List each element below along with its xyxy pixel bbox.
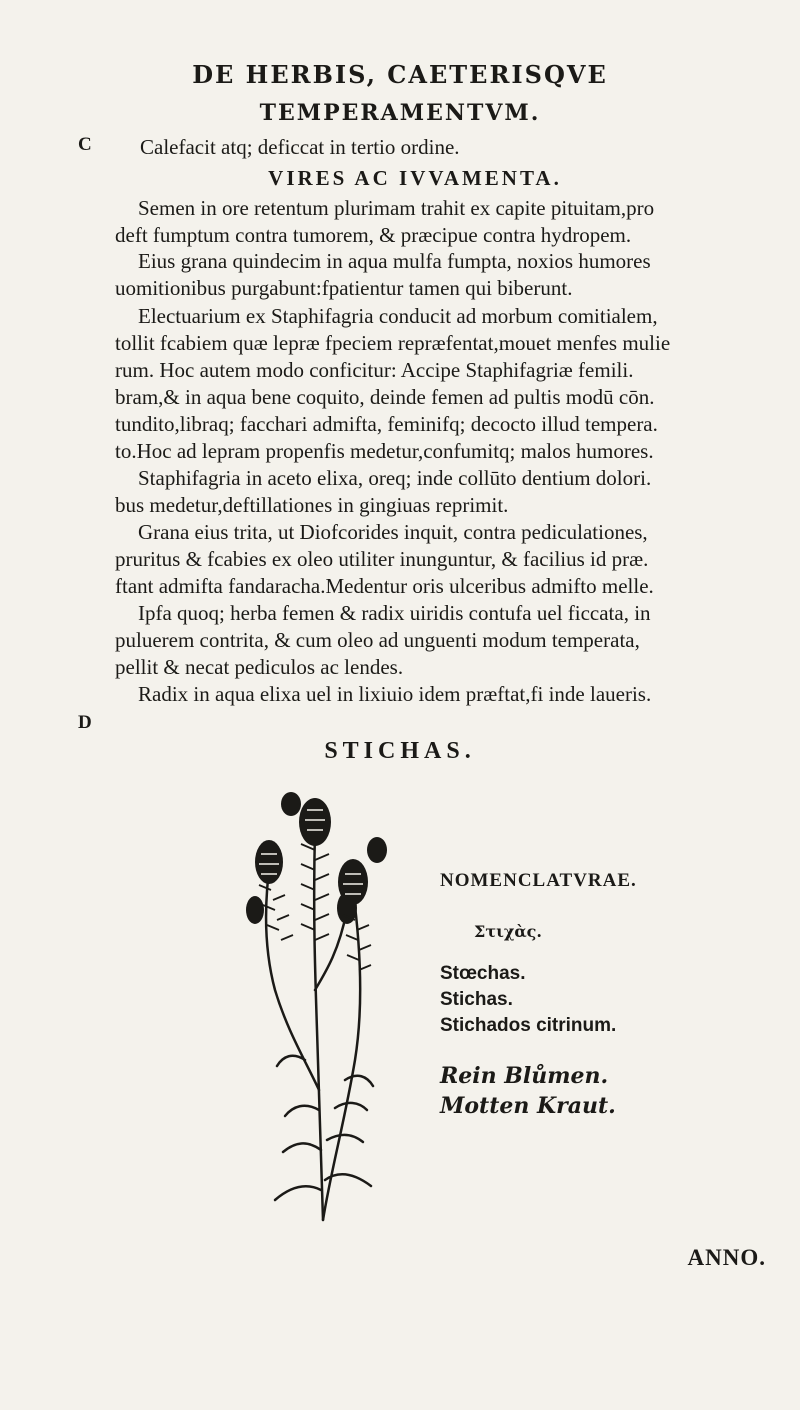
nomenclature-title: NOMENCLATVRAE. bbox=[440, 870, 637, 891]
text-line: Semen in ore retentum plurimam trahit ex capite pituitam,pro bbox=[138, 196, 655, 220]
text-line: Staphifagria in aceto elixa, oreq; inde collūto dentium dolori. bbox=[138, 466, 652, 490]
latin-name: Stichas. bbox=[440, 989, 513, 1010]
nomenclature-box bbox=[440, 870, 770, 1121]
text-line: puluerem contrita, & cum oleo ad unguenti modum temperata, bbox=[115, 628, 640, 652]
text-line: bus medetur,deftillationes in gingiuas reprimit. bbox=[115, 493, 509, 517]
text-line: uomitionibus purgabunt:fpatientur tamen qui biberunt. bbox=[115, 276, 573, 300]
text-line: Eius grana quindecim in aqua mulfa fumpta, noxios humores bbox=[138, 249, 651, 273]
text-line: bram,& in aqua bene coquito, deinde femen ad pultis modū cōn. bbox=[115, 385, 655, 409]
text-line: Grana eius trita, ut Diofcorides inquit, contra pediculationes, bbox=[138, 520, 648, 544]
catchword: ANNO. bbox=[687, 1245, 766, 1270]
text-line: rum. Hoc autem modo conficitur: Accipe Staphifagriæ femili. bbox=[115, 358, 634, 382]
subheading-vires: VIRES AC IVVAMENTA. bbox=[268, 166, 562, 190]
text-line: Ipfa quoq; herba femen & radix uiridis contufa uel ficcata, in bbox=[138, 601, 651, 625]
stichas-plant-woodcut-icon bbox=[235, 790, 405, 1230]
section-title-stichas: STICHAS. bbox=[324, 738, 476, 764]
greek-name: Στιχὰς. bbox=[474, 922, 542, 941]
latin-name: Stichados citrinum. bbox=[440, 1015, 617, 1036]
running-head-line-2: TEMPERAMENTVM. bbox=[259, 100, 541, 126]
latin-name: Stœchas. bbox=[440, 963, 526, 984]
text-line: to.Hoc ad lepram propenfis medetur,confumitq; malos humores. bbox=[115, 439, 654, 463]
text-line: ftant admifta fandaracha.Medentur oris ulceribus admifto melle. bbox=[115, 574, 654, 598]
german-name: Motten Kraut. bbox=[440, 1093, 616, 1119]
german-name: Rein Blůmen. bbox=[440, 1063, 609, 1089]
text-line: Radix in aqua elixa uel in lixiuio idem præftat,fi inde laueris. bbox=[138, 682, 652, 706]
text-line-temperament: Calefacit atq; deficcat in tertio ordine. bbox=[140, 135, 460, 159]
text-line: tollit fcabiem quæ lepræ fpeciem repræfentat,mouet menfes mulie bbox=[115, 331, 671, 355]
running-head-line-1: DE HERBIS, CAETERISQVE bbox=[192, 60, 608, 89]
text-line: tundito,libraq; facchari admifta, feminifq; decocto illud tempera. bbox=[115, 412, 658, 436]
text-line: deft fumptum contra tumorem, & præcipue contra hydropem. bbox=[115, 223, 632, 247]
margin-letter-c: C bbox=[78, 134, 92, 155]
margin-letter-d: D bbox=[78, 712, 92, 733]
text-line: pellit & necat pediculos ac lendes. bbox=[115, 655, 404, 679]
text-line: Electuarium ex Staphifagria conducit ad morbum comitialem, bbox=[138, 304, 658, 328]
latin-names bbox=[440, 961, 770, 1039]
text-line: pruritus & fcabies ex oleo utiliter inunguntur, & facilius id præ. bbox=[115, 547, 649, 571]
